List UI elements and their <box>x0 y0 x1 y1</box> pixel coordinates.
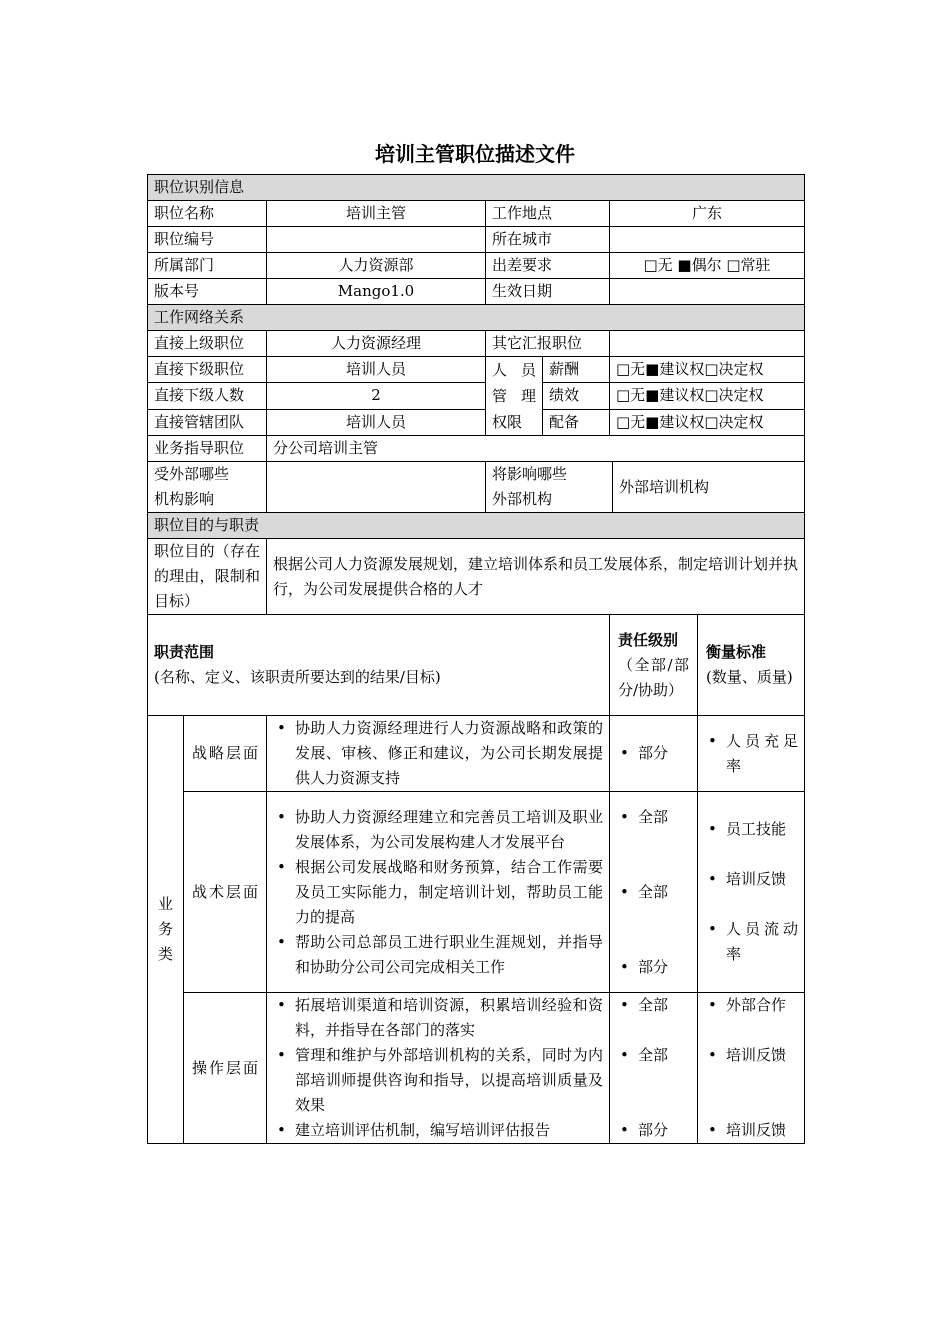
row-superior <box>148 331 805 357</box>
row-purpose <box>148 539 805 615</box>
value-sub-count: 2 <box>267 383 486 409</box>
list-item: • 全部 <box>616 880 691 905</box>
row-subordinate <box>148 357 805 383</box>
influences-line-2: 外部机构 <box>492 490 553 508</box>
section-purpose <box>148 513 805 539</box>
value-influenced-by <box>267 462 486 513</box>
scope-desc: (名称、定义、该职责所要达到的结果/目标) <box>154 668 441 686</box>
value-city <box>610 227 805 253</box>
category-business: 业务类 <box>148 716 184 1144</box>
label-influenced-by <box>148 462 267 513</box>
list-item: • 协助人力资源经理建立和完善员工培训及职业发展体系，为公司发展构建人才发展平台 <box>273 805 603 855</box>
section-network <box>148 305 805 331</box>
row-guidance <box>148 436 805 462</box>
label-authority <box>486 357 543 436</box>
value-position-name: 培训主管 <box>267 201 486 227</box>
label-operational: 操作层面 <box>184 993 267 1144</box>
row-operational <box>148 993 805 1144</box>
row-position-name <box>148 201 805 227</box>
measure-title: 衡量标准 <box>706 643 767 661</box>
value-influences: 外部培训机构 <box>613 462 805 513</box>
row-position-code <box>148 227 805 253</box>
tactical-measures <box>698 792 805 993</box>
operational-measures <box>698 993 805 1144</box>
list-item: • 根据公司发展战略和财务预算，结合工作需要及员工实际能力，制定培训计划，帮助员工能力的提高 <box>273 855 603 930</box>
strategic-items <box>267 716 610 792</box>
value-guidance: 分公司培训主管 <box>267 436 805 462</box>
label-city: 所在城市 <box>486 227 610 253</box>
value-salary: □无■建议权□决定权 <box>610 357 805 383</box>
label-work-location: 工作地点 <box>486 201 610 227</box>
value-other-report <box>610 331 805 357</box>
value-department: 人力资源部 <box>267 253 486 279</box>
value-work-location: 广东 <box>610 201 805 227</box>
strategic-measures <box>698 716 805 792</box>
label-tactical: 战术层面 <box>184 792 267 993</box>
value-travel: □无 ■偶尔 □常驻 <box>610 253 805 279</box>
row-tactical <box>148 792 805 993</box>
job-description-table <box>147 174 805 1144</box>
influences-line-1: 将影响哪些 <box>492 465 568 483</box>
value-effective-date <box>610 279 805 305</box>
duties-measure-header <box>698 615 805 716</box>
level-title: 责任级别 <box>618 630 679 649</box>
list-item: • 外部合作 <box>704 993 798 1018</box>
label-subordinate: 直接下级职位 <box>148 357 267 383</box>
value-version: Mango1.0 <box>267 279 486 305</box>
label-team: 直接管辖团队 <box>148 409 267 435</box>
row-department <box>148 253 805 279</box>
label-effective-date: 生效日期 <box>486 279 610 305</box>
list-item: • 全部 <box>616 993 691 1018</box>
label-strategic: 战略层面 <box>184 716 267 792</box>
value-position-code <box>267 227 486 253</box>
duties-scope-header <box>148 615 610 716</box>
label-performance: 绩效 <box>543 383 610 409</box>
value-team: 培训人员 <box>267 409 486 435</box>
label-influences <box>486 462 613 513</box>
value-superior: 人力资源经理 <box>267 331 486 357</box>
list-item: • 协助人力资源经理进行人力资源战略和政策的发展、审核、修正和建议，为公司长期发展提供人力资源支持 <box>273 716 603 791</box>
authority-line-3: 权限 <box>492 413 523 431</box>
authority-line-1: 人 员 <box>492 361 536 379</box>
row-sub-count <box>148 383 805 409</box>
section-title: 职位识别信息 <box>148 175 805 201</box>
list-item: • 人员充足率 <box>704 729 798 779</box>
label-superior: 直接上级职位 <box>148 331 267 357</box>
tactical-items <box>267 792 610 993</box>
value-subordinate: 培训人员 <box>267 357 486 383</box>
list-item: • 帮助公司总部员工进行职业生涯规划，并指导和协助分公司公司完成相关工作 <box>273 930 603 980</box>
value-performance: □无■建议权□决定权 <box>610 383 805 409</box>
label-sub-count: 直接下级人数 <box>148 383 267 409</box>
list-item: • 全部 <box>616 1043 691 1068</box>
list-item: • 部分 <box>616 1118 691 1143</box>
row-duties-header <box>148 615 805 716</box>
duties-level-header <box>610 615 698 716</box>
row-strategic <box>148 716 805 792</box>
list-item: • 全部 <box>616 805 691 830</box>
label-other-report: 其它汇报职位 <box>486 331 610 357</box>
level-desc: （全部/部分/协助） <box>618 655 689 699</box>
value-staffing: □无■建议权□决定权 <box>610 409 805 435</box>
row-team <box>148 409 805 435</box>
section-title: 职位目的与职责 <box>148 513 805 539</box>
label-department: 所属部门 <box>148 253 267 279</box>
label-salary: 薪酬 <box>543 357 610 383</box>
label-position-code: 职位编号 <box>148 227 267 253</box>
list-item: • 建立培训评估机制，编写培训评估报告 <box>273 1118 603 1143</box>
influenced-by-line-2: 机构影响 <box>154 490 215 508</box>
list-item: • 拓展培训渠道和培训资源，积累培训经验和资料，并指导在各部门的落实 <box>273 993 603 1043</box>
list-item: • 部分 <box>616 955 691 980</box>
strategic-levels <box>610 716 698 792</box>
measure-desc: (数量、质量) <box>706 668 793 686</box>
scope-title: 职责范围 <box>154 643 215 661</box>
operational-levels <box>610 993 698 1144</box>
influenced-by-line-1: 受外部哪些 <box>154 465 230 483</box>
list-item: • 人员流动率 <box>704 917 798 967</box>
list-item: • 部分 <box>616 741 691 766</box>
value-purpose: 根据公司人力资源发展规划，建立培训体系和员工发展体系，制定培训计划并执行，为公司发展提供合格的人才 <box>267 539 805 615</box>
label-purpose: 职位目的（存在的理由，限制和目标） <box>148 539 267 615</box>
label-staffing: 配备 <box>543 409 610 435</box>
label-guidance: 业务指导职位 <box>148 436 267 462</box>
list-item: • 培训反馈 <box>704 1118 798 1143</box>
label-position-name: 职位名称 <box>148 201 267 227</box>
list-item: • 培训反馈 <box>704 1043 798 1068</box>
authority-line-2: 管 理 <box>492 387 536 405</box>
page-title: 培训主管职位描述文件 <box>375 142 575 166</box>
operational-items <box>267 993 610 1144</box>
section-title: 工作网络关系 <box>148 305 805 331</box>
label-travel: 出差要求 <box>486 253 610 279</box>
list-item: • 培训反馈 <box>704 867 798 892</box>
section-identity <box>148 175 805 201</box>
list-item: • 管理和维护与外部培训机构的关系，同时为内部培训师提供咨询和指导，以提高培训质量及效果 <box>273 1043 603 1118</box>
tactical-levels <box>610 792 698 993</box>
list-item: • 员工技能 <box>704 817 798 842</box>
row-version <box>148 279 805 305</box>
label-version: 版本号 <box>148 279 267 305</box>
row-external <box>148 462 805 513</box>
